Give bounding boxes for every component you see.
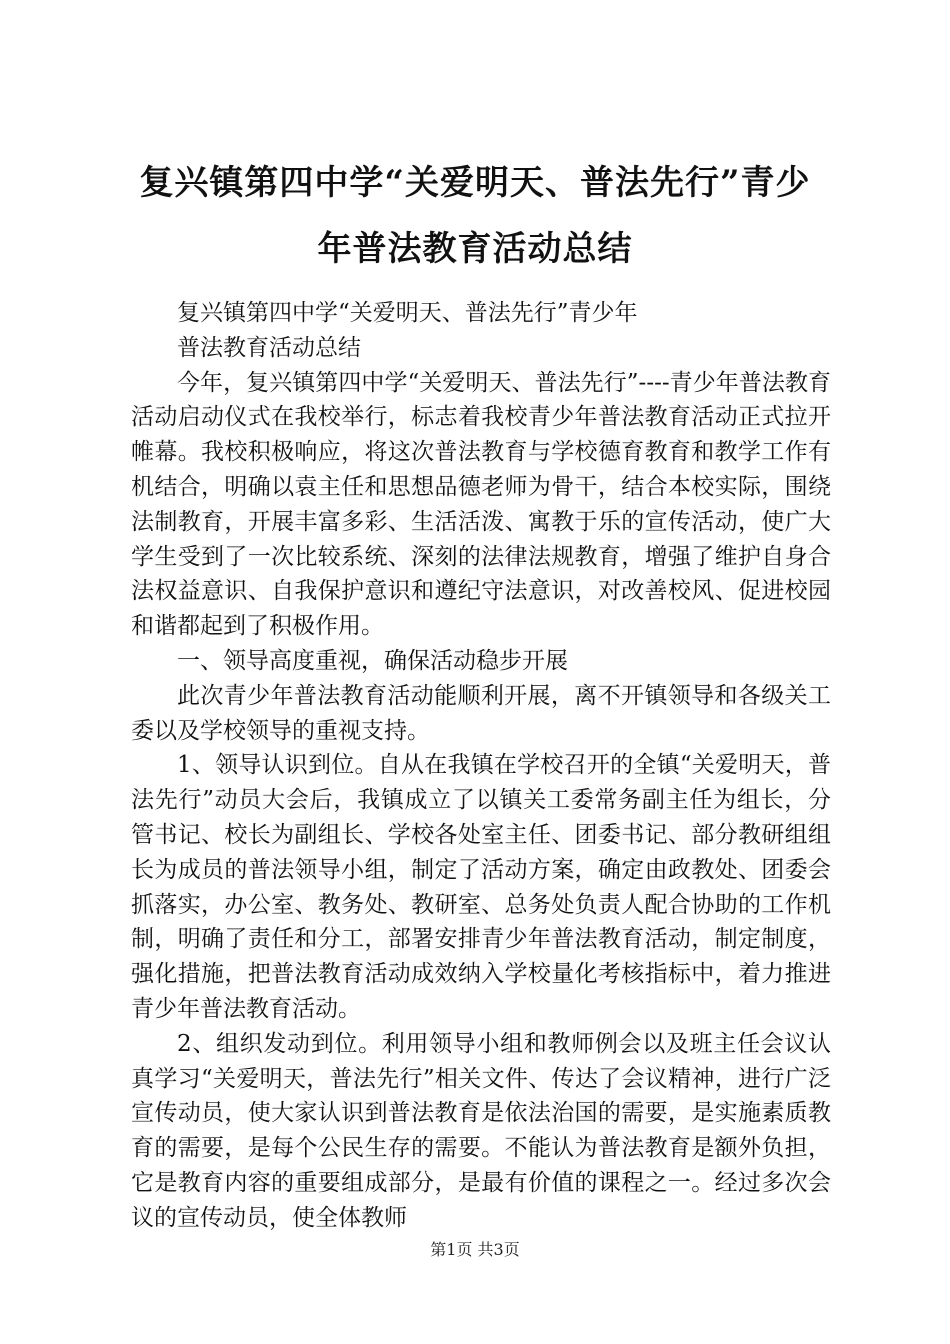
section-1-intro-paragraph: 此次青少年普法教育活动能顺利开展，离不开镇领导和各级关工委以及学校领导的重视支持。 bbox=[131, 682, 831, 744]
intro-paragraph: 今年，复兴镇第四中学“关爱明天、普法先行”----青少年普法教育活动启动仪式在我校举行，标志着我校青少年普法教育活动正式拉开帷幕。我校积极响应，将这次普法教育与学校德育教育和教学工作有机结合，明确以袁主任和思想品德老师为骨干，结合本校实际，围绕法制教育，开展丰富多彩、生活活泼、寓教于乐的宣传活动，使广大学生受到了一次比较系统、深刻的法律法规教育，增强了维护自身合法权益意识、自我保护意识和遵纪守法意识，对改善校风、促进校园和谐都起到了积极作用。 bbox=[131, 369, 831, 640]
point-2-paragraph: 2、组织发动到位。利用领导小组和教师例会以及班主任会议认真学习“关爱明天，普法先行”相关文件、传达了会议精神，进行广泛宣传动员，使大家认识到普法教育是依法治国的需要，是实施素质教育的需要，是每个公民生存的需要。不能认为普法教育是额外负担，它是教育内容的重要组成部分，是最有价值的课程之一。经过多次会议的宣传动员，使全体教师 bbox=[131, 1030, 831, 1231]
section-heading-1: 一、领导高度重视，确保活动稳步开展 bbox=[177, 647, 568, 674]
document-body bbox=[131, 296, 831, 1236]
point-1-paragraph: 1、领导认识到位。自从在我镇在学校召开的全镇“关爱明天，普法先行”动员大会后，我镇成立了以镇关工委常务副主任为组长，分管书记、校长为副组长、学校各处室主任、团委书记、部分教研组组长为成员的普法领导小组，制定了活动方案，确定由政教处、团委会抓落实，办公室、教务处、教研室、总务处负责人配合协助的工作机制，明确了责任和分工，部署安排青少年普法教育活动，制定制度，强化措施，把普法教育活动成效纳入学校量化考核指标中，着力推进青少年普法教育活动。 bbox=[131, 752, 831, 1022]
subtitle-line-1: 复兴镇第四中学“关爱明天、普法先行”青少年 bbox=[177, 300, 638, 326]
document-title-line-1: 复兴镇第四中学“关爱明天、普法先行”青少 bbox=[139, 163, 811, 203]
document-title-line-2: 年普法教育活动总结 bbox=[317, 229, 633, 269]
subtitle-line-2: 普法教育活动总结 bbox=[177, 334, 361, 361]
page-number-footer: 第1页 共3页 bbox=[430, 1240, 520, 1259]
